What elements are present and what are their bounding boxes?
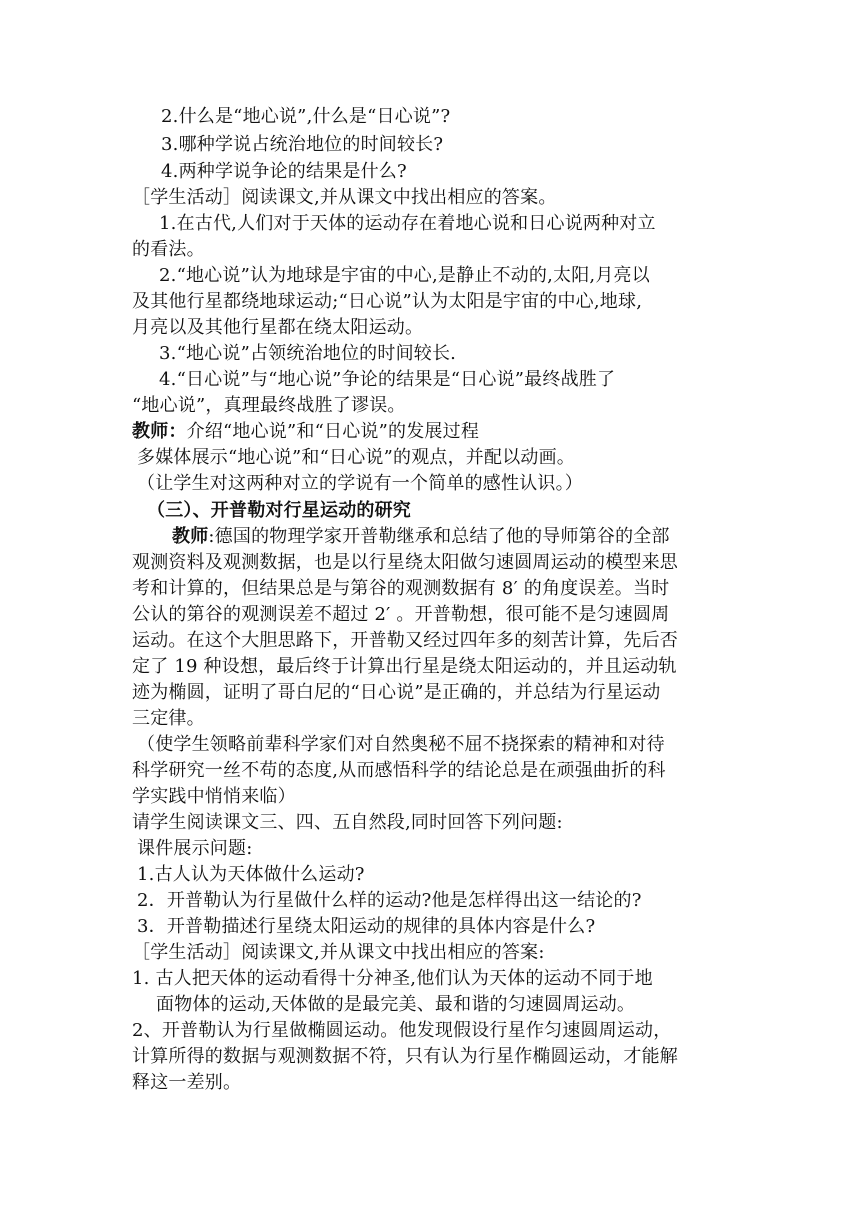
section-heading-kepler: （三）、开普勒对行星运动的研究 [147,500,411,521]
student-activity-heading: ［学生活动］阅读课文,并从课文中找出相应的答案。 [132,187,557,208]
question-3: 3.哪种学说占统治地位的时间较长? [161,134,444,155]
courseware-question-1: 1.古人认为天体做什么运动? [137,864,365,885]
courseware-heading: 课件展示问题: [137,838,253,859]
answer-b1-line-1: 1. 古人把天体的运动看得十分神圣,他们认为天体的运动不同于地 [132,968,653,989]
spirit-note-line-3: 学实践中悄悄来临） [132,786,296,807]
answer-b1-line-2: 面物体的运动,天体做的是最完美、最和谐的匀速圆周运动。 [156,994,636,1015]
kepler-para-line-7: 迹为椭圆，证明了哥白尼的“日心说”是正确的，并总结为行星运动 [132,682,661,703]
kepler-para-text-1: :德国的物理学家开普勒继承和总结了他的导师第谷的全部 [208,526,670,547]
teacher-label-2: 教师 [172,526,209,547]
kepler-para-line-6: 定了 19 种设想，最后终于计算出行星是绕太阳运动的，并且运动轨 [132,656,677,677]
answer-b2-line-3: 释这一差别。 [132,1072,242,1093]
kepler-para-line-1 [172,525,670,549]
student-activity-heading-2: ［学生活动］阅读课文,并从课文中找出相应的答案: [132,942,545,963]
kepler-para-line-2: 观测资料及观测数据，也是以行星绕太阳做匀速圆周运动的模型来思 [132,552,678,573]
answer-b2-line-2: 计算所得的数据与观测数据不符，只有认为行星作椭圆运动，才能解 [132,1046,678,1067]
courseware-question-2: 2．开普勒认为行星做什么样的运动?他是怎样得出这一结论的? [137,890,642,911]
answer-4-line-1: 4.“日心说”与“地心说”争论的结果是“日心说”最终战胜了 [159,369,616,390]
kepler-para-line-4: 公认的第谷的观测误差不超过 2′ 。开普勒想，很可能不是匀速圆周 [132,604,670,625]
question-4: 4.两种学说争论的结果是什么? [161,161,407,182]
answer-2-line-2: 及其他行星都绕地球运动;“日心说”认为太阳是宇宙的中心,地球, [132,291,643,312]
kepler-para-line-8: 三定律。 [132,708,205,729]
answer-1-line-2: 的看法。 [132,239,205,260]
teacher-line [132,420,479,444]
answer-2-line-3: 月亮以及其他行星都在绕太阳运动。 [132,317,424,338]
teacher-intro-text: 介绍“地心说”和“日心说”的发展过程 [186,421,480,442]
courseware-question-3: 3．开普勒描述行星绕太阳运动的规律的具体内容是什么? [137,916,596,937]
answer-3: 3.“地心说”占领统治地位的时间较长. [159,343,457,364]
answer-4-line-2: “地心说”，真理最终战胜了谬误。 [132,395,406,416]
spirit-note-line-1: （使学生领略前辈科学家们对自然奥秘不屈不挠探索的精神和对待 [137,734,665,755]
reading-instruction: 请学生阅读课文三、四、五自然段,同时回答下列问题: [132,812,563,833]
answer-2-line-1: 2.“地心说”认为地球是宇宙的中心,是静止不动的,太阳,月亮以 [159,265,650,286]
perception-note: （让学生对这两种对立的学说有一个简单的感性认识。） [137,473,583,494]
answer-1-line-1: 1.在古代,人们对于天体的运动存在着地心说和日心说两种对立 [159,213,656,234]
multimedia-line: 多媒体展示“地心说”和“日心说”的观点，并配以动画。 [137,447,576,468]
kepler-para-line-5: 运动。在这个大胆思路下，开普勒又经过四年多的刻苦计算，先后否 [132,630,678,651]
teacher-label: 教师： [132,421,187,442]
question-2: 2.什么是“地心说”,什么是“日心说”? [161,106,451,127]
kepler-para-line-3: 考和计算的，但结果总是与第谷的观测数据有 8′ 的角度误差。当时 [132,578,670,599]
answer-b2-line-1: 2、开普勒认为行星做椭圆运动。他发现假设行星作匀速圆周运动， [132,1020,672,1041]
spirit-note-line-2: 科学研究一丝不苟的态度,从而感悟科学的结论总是在顽强曲折的科 [132,760,666,781]
